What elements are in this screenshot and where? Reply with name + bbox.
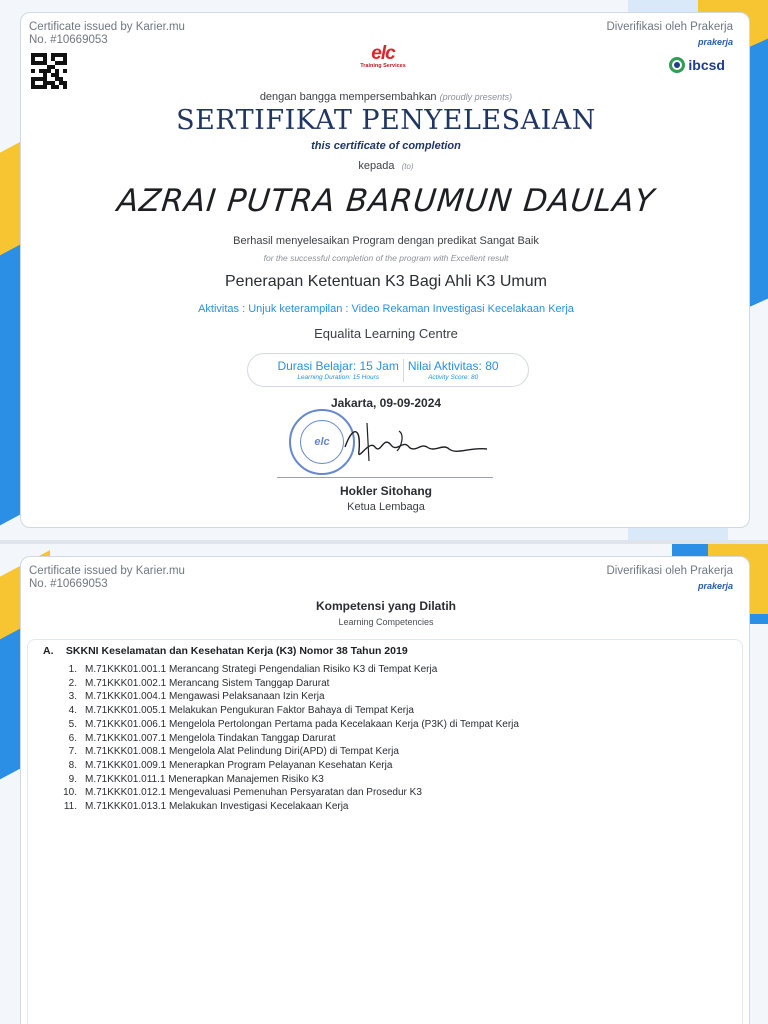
competency-heading: Kompetensi yang Dilatih	[315, 599, 457, 613]
qr-code-icon[interactable]	[31, 53, 67, 89]
list-item	[57, 704, 519, 718]
item-text: M.71KKK01.009.1 Menerapkan Program Pelayanan Kesehatan Kerja	[85, 759, 393, 771]
item-text: M.71KKK01.013.1 Melakukan Investigasi Kecelakaan Kerja	[85, 801, 349, 813]
program-name: Penerapan Ketentuan K3 Bagi Ahli K3 Umum	[225, 273, 547, 290]
place-date: Jakarta, 09-09-2024	[330, 396, 442, 410]
verified-by: Diverifikasi oleh Prakerja	[606, 21, 733, 33]
item-text: M.71KKK01.004.1 Mengawasi Pelaksanaan Izin Kerja	[85, 691, 325, 703]
item-text: M.71KKK01.006.1 Mengelola Pertolongan Pertama pada Kecelakaan Kerja (P3K) di Tempat Kerja	[85, 718, 519, 730]
presents-text-en: (proudly presents)	[439, 92, 513, 102]
score-block	[403, 359, 503, 382]
elc-training-logo	[357, 45, 409, 70]
list-item	[57, 759, 519, 773]
list-item	[57, 745, 519, 759]
item-text: M.71KKK01.007.1 Mengelola Tindakan Tanggap Darurat	[85, 732, 336, 744]
item-number: 4.	[68, 705, 77, 717]
item-text: M.71KKK01.012.1 Mengevaluasi Pemenuhan Persyaratan dan Prosedur K3	[85, 787, 422, 799]
item-number: 1.	[68, 664, 77, 675]
item-number: 7.	[68, 746, 77, 758]
list-item	[57, 732, 519, 746]
certificate-title: SERTIFIKAT PENYELESAIAN	[176, 105, 596, 136]
item-text: M.71KKK01.008.1 Mengelola Alat Pelindung Diri(APD) di Tempat Kerja	[85, 746, 399, 758]
score-text: Nilai Aktivitas: 80	[407, 358, 499, 373]
certificate-page-2	[0, 544, 768, 1024]
to-line	[21, 160, 751, 172]
competency-list	[57, 663, 519, 814]
to-text: kepada	[358, 160, 395, 172]
presents-text: dengan bangga mempersembahkan	[259, 91, 437, 103]
item-text: M.71KKK01.001.1 Merancang Strategi Pengendalian Risiko K3 di Tempat Kerja	[85, 664, 438, 675]
certificate-subtitle: this certificate of completion	[311, 140, 461, 152]
verified-by: Diverifikasi oleh Prakerja	[606, 565, 733, 577]
issued-by	[29, 565, 185, 591]
elc-logo-mark: elc	[371, 43, 395, 64]
elc-logo-subtitle: Training Services	[360, 63, 406, 69]
duration-text-en: Learning Duration: 15 Hours	[297, 373, 379, 381]
competency-heading-en: Learning Competencies	[338, 617, 434, 627]
signer-name: Hokler Sitohang	[339, 484, 432, 498]
certificate-number: No. #10669053	[29, 34, 108, 46]
section-letter: A.	[43, 645, 54, 657]
list-item	[57, 773, 519, 787]
item-number: 3.	[68, 691, 77, 703]
issued-by-text: Certificate issued by Karier.mu	[29, 565, 185, 577]
presents-line	[21, 91, 751, 103]
organization-name: Equalita Learning Centre	[314, 326, 458, 341]
item-number: 9.	[68, 773, 77, 785]
list-item	[57, 800, 519, 814]
item-text: M.71KKK01.011.1 Menerapkan Manajemen Risiko K3	[85, 773, 324, 785]
item-number: 5.	[68, 718, 77, 730]
handwritten-signature	[339, 417, 489, 469]
item-number: 8.	[68, 759, 77, 771]
item-text: M.71KKK01.005.1 Melakukan Pengukuran Faktor Bahaya di Tempat Kerja	[85, 705, 414, 717]
list-item	[57, 663, 519, 677]
list-item	[57, 690, 519, 704]
score-text-en: Activity Score: 80	[428, 373, 479, 381]
prakerja-logo: prakerja	[697, 581, 733, 591]
item-number: 11.	[63, 801, 77, 813]
item-number: 2.	[68, 677, 77, 689]
result-text-en: for the successful completion of the program with Excellent result	[263, 253, 509, 263]
issued-by-text: Certificate issued by Karier.mu	[29, 21, 185, 33]
issued-by	[29, 21, 185, 47]
certificate-card	[20, 12, 750, 528]
ibcsd-logo-text: ibcsd	[688, 57, 725, 73]
item-number: 6.	[68, 732, 77, 744]
section-title: SKKNI Keselamatan dan Kesehatan Kerja (K3) Nomor 38 Tahun 2019	[65, 645, 408, 657]
recipient-name: AZRAI PUTRA BARUMUN DAULAY	[115, 183, 657, 219]
prakerja-logo: prakerja	[697, 37, 733, 47]
item-text: M.71KKK01.002.1 Merancang Sistem Tanggap Darurat	[85, 677, 330, 689]
duration-block	[273, 359, 402, 382]
activity-text: Aktivitas : Unjuk keterampilan : Video Rekaman Investigasi Kecelakaan Kerja	[198, 303, 574, 315]
to-text-en: (to)	[401, 162, 414, 171]
ibcsd-logo	[669, 57, 725, 73]
list-item	[57, 718, 519, 732]
signature-line	[277, 477, 493, 478]
list-item	[57, 786, 519, 800]
ibcsd-logo-icon	[669, 57, 685, 73]
list-item	[57, 677, 519, 691]
signer-role: Ketua Lembaga	[347, 501, 425, 513]
certificate-number: No. #10669053	[29, 578, 108, 590]
stamp-logo: elc	[300, 420, 344, 464]
result-text: Berhasil menyelesaikan Program dengan predikat Sangat Baik	[233, 235, 539, 247]
section-heading	[43, 645, 408, 657]
duration-score-pill	[247, 353, 529, 387]
duration-text: Durasi Belajar: 15 Jam	[277, 358, 399, 373]
item-number: 10.	[63, 787, 77, 799]
competency-card	[20, 556, 750, 1024]
